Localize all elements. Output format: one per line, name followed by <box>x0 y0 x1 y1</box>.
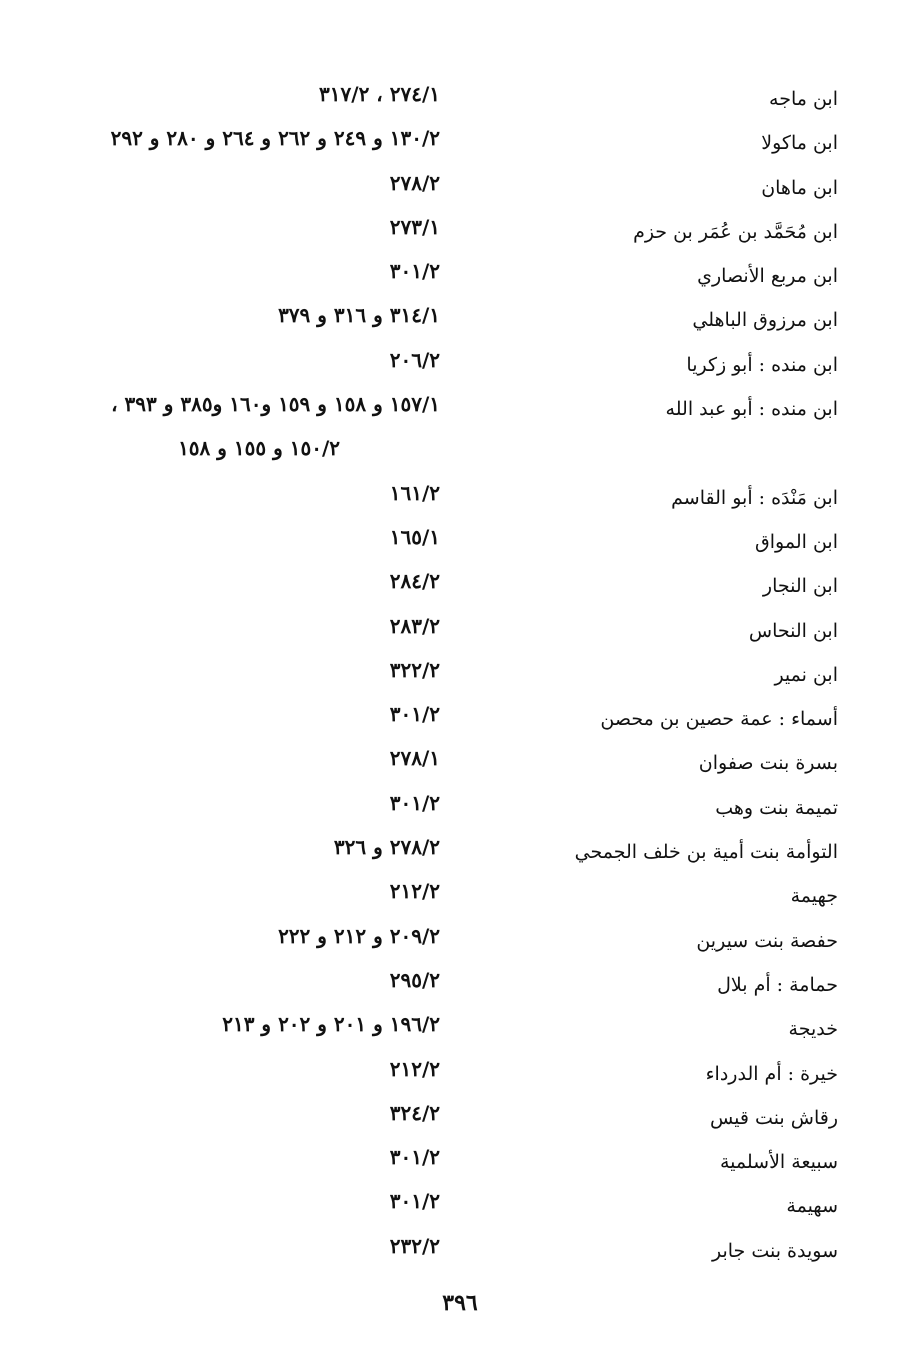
entry-references: ٣٢٢/٢ <box>389 657 440 682</box>
entry-references: ٣٠١/٢ <box>389 1145 440 1170</box>
entry-references: ٢٣٢/٢ <box>389 1233 440 1258</box>
entry-name: سهيمة <box>786 1195 838 1218</box>
index-entry <box>0 213 920 257</box>
entry-name: ابن مَنْدَه : أبو القاسم <box>671 486 838 509</box>
entry-name: سويدة بنت جابر <box>711 1239 838 1262</box>
index-entry <box>0 877 920 921</box>
entry-name: حمامة : أم بلال <box>717 973 838 996</box>
entry-references: ١٩٦/٢ و ٢٠١ و ٢٠٢ و ٢١٣ <box>222 1012 440 1037</box>
entry-references: ٢٧٨/٢ و ٣٢٦ <box>333 835 440 860</box>
entry-references: ١٥٧/١ و ١٥٨ و ١٥٩ و١٦٠ و٣٨٥ و ٣٩٣ ، <box>111 392 440 417</box>
entry-references: ٢١٢/٢ <box>389 879 440 904</box>
index-entry <box>0 833 920 877</box>
page-number: ٣٩٦ <box>442 1290 478 1316</box>
index-entry <box>0 1055 920 1099</box>
entry-references: ٣٢٤/٢ <box>389 1100 440 1125</box>
entry-name: حفصة بنت سيرين <box>696 929 838 952</box>
entry-name: ابن نمير <box>774 663 838 686</box>
index-entry <box>0 612 920 656</box>
entry-name: ابن ماكولا <box>761 132 838 155</box>
entry-name: ابن النحاس <box>748 619 838 642</box>
index-entry <box>0 346 920 390</box>
entry-name: التوأمة بنت أمية بن خلف الجمحي <box>574 841 838 864</box>
entry-name: ابن منده : أبو عبد الله <box>665 398 838 421</box>
entry-name: ابن منده : أبو زكريا <box>686 353 838 376</box>
entry-references: ٣٠١/٢ <box>389 1189 440 1214</box>
entry-name: جهيمة <box>790 885 838 908</box>
index-entry <box>0 434 920 478</box>
index-entry <box>0 1143 920 1187</box>
index-entry <box>0 656 920 700</box>
index-entry <box>0 1099 920 1143</box>
entry-name: ابن مربع الأنصاري <box>697 265 838 288</box>
index-entry <box>0 390 920 434</box>
index-entry <box>0 966 920 1010</box>
index-entry <box>0 789 920 833</box>
index-entry <box>0 523 920 567</box>
index-entry <box>0 744 920 788</box>
entry-name: ابن مُحَمَّد بن عُمَر بن حزم <box>633 220 838 243</box>
index-entry <box>0 169 920 213</box>
index-entry <box>0 567 920 611</box>
entry-name: ابن المواق <box>755 530 838 553</box>
index-entry <box>0 922 920 966</box>
entry-references: ١٣٠/٢ و ٢٤٩ و ٢٦٢ و ٢٦٤ و ٢٨٠ و ٢٩٢ <box>110 126 440 151</box>
index-list <box>0 80 920 1276</box>
entry-references: ٢٠٩/٢ و ٢١٢ و ٢٢٢ <box>278 923 440 948</box>
index-entry <box>0 124 920 168</box>
index-entry <box>0 700 920 744</box>
entry-references: ٢٧٨/٢ <box>389 170 440 195</box>
entry-name: خيرة : أم الدرداء <box>705 1062 838 1085</box>
entry-references: ٣١٤/١ و ٣١٦ و ٣٧٩ <box>278 303 440 328</box>
entry-references: ٢٨٤/٢ <box>389 569 440 594</box>
index-entry <box>0 1010 920 1054</box>
entry-name: أسماء : عمة حصين بن محصن <box>600 708 838 731</box>
index-entry <box>0 479 920 523</box>
entry-name: ابن ماجه <box>769 88 838 110</box>
entry-name: بسرة بنت صفوان <box>698 752 838 775</box>
entry-references: ١٥٠/٢ و ١٥٥ و ١٥٨ <box>178 436 340 461</box>
entry-references: ٣٠١/٢ <box>389 702 440 727</box>
entry-references: ١٦٥/١ <box>389 524 440 549</box>
entry-references: ٢١٢/٢ <box>389 1056 440 1081</box>
entry-name: سبيعة الأسلمية <box>719 1151 838 1174</box>
entry-references: ٣٠١/٢ <box>389 259 440 284</box>
index-entry <box>0 257 920 301</box>
index-entry <box>0 1232 920 1276</box>
entry-name: ابن مرزوق الباهلي <box>692 309 838 332</box>
entry-references: ٢٨٣/٢ <box>389 613 440 638</box>
entry-name: تميمة بنت وهب <box>715 796 838 819</box>
entry-references: ٢٧٨/١ <box>389 746 440 771</box>
entry-name: خديجة <box>788 1018 838 1041</box>
entry-name: ابن النجار <box>762 575 838 598</box>
entry-name: رقاش بنت قيس <box>709 1106 838 1129</box>
entry-references: ٢٧٣/١ <box>389 214 440 239</box>
entry-references: ٣٠١/٢ <box>389 790 440 815</box>
entry-name: ابن ماهان <box>761 176 838 199</box>
entry-references: ٢٩٥/٢ <box>389 967 440 992</box>
entry-references: ١٦١/٢ <box>389 480 440 505</box>
entry-references: ٢٧٤/١ ، ٣١٧/٢ <box>319 82 440 106</box>
index-entry <box>0 80 920 124</box>
entry-references: ٢٠٦/٢ <box>389 347 440 372</box>
index-entry <box>0 1187 920 1231</box>
index-entry <box>0 301 920 345</box>
